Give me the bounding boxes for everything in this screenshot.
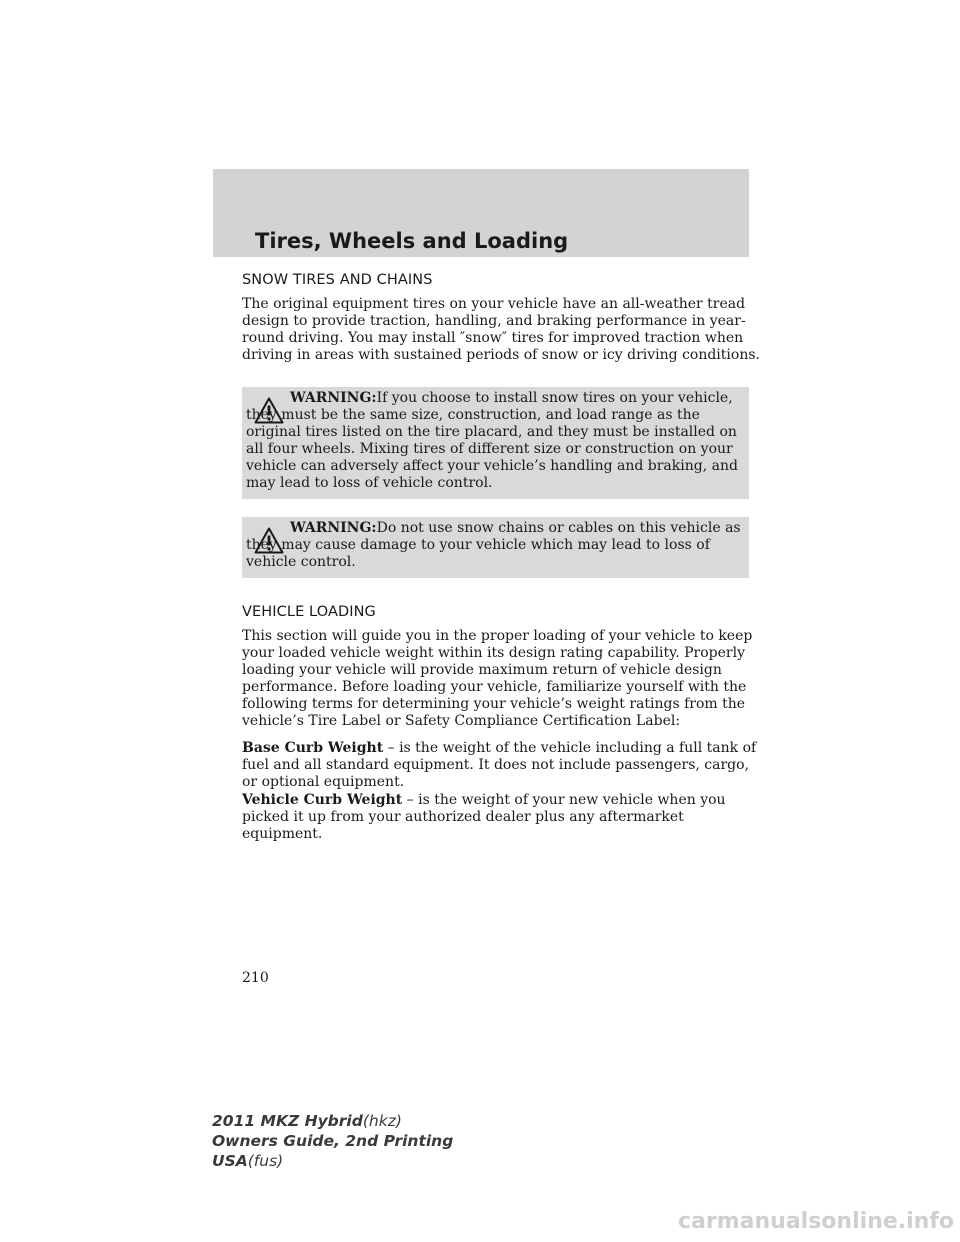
warning-label: WARNING:: [290, 520, 377, 536]
paragraph-vehicle-loading: This section will guide you in the proper loading of your vehicle to keep your loaded vehicle weight within its design rating capability. Properly loading your vehicle will provide maximum return of vehicle design performance. Before loading your vehicle, familiarize yourself with the following terms for determining your vehicle’s weight ratings from the vehicle’s Tire Label or Safety Compliance Certification Label:: [242, 628, 753, 729]
warning-box-1: [242, 387, 749, 499]
heading-vehicle-loading: VEHICLE LOADING: [242, 604, 376, 620]
footer-code: (fus): [247, 1152, 284, 1170]
footer-text: Owners Guide, 2nd Printing: [212, 1132, 454, 1150]
warning-text-2: [246, 520, 751, 571]
footer-line: [212, 1151, 453, 1171]
section-header-band: [213, 169, 749, 257]
term-label: Base Curb Weight: [242, 740, 384, 756]
footer-line: [212, 1131, 453, 1151]
footer-code: (hkz): [362, 1112, 402, 1130]
warning-label: WARNING:: [290, 390, 377, 406]
footer-line: [212, 1111, 453, 1131]
heading-snow-tires: SNOW TIRES AND CHAINS: [242, 272, 433, 288]
warning-body: Do not use snow chains or cables on this vehicle as they may cause damage to your vehicle which may lead to loss of vehicle control.: [246, 520, 741, 570]
section-title: Tires, Wheels and Loading: [255, 229, 569, 253]
warning-box-2: [242, 517, 749, 578]
warning-body: If you choose to install snow tires on your vehicle, they must be the same size, construction, and load range as the original tires listed on the tire placard, and they must be installed on all four wheels. Mixing tires of different size or construction on your vehicle can adversely affect your vehicle’s handling and braking, and may lead to loss of vehicle control.: [246, 390, 738, 491]
footer-text: 2011 MKZ Hybrid: [212, 1112, 363, 1130]
term-base-curb-weight: [242, 740, 762, 791]
term-definition: – is the weight of the vehicle including a full tank of fuel and all standard equipment. It does not include passengers, cargo, or optional equipment.: [242, 740, 757, 790]
footer-info: [212, 1111, 453, 1171]
term-vehicle-curb-weight: [242, 792, 762, 843]
warning-text-1: [246, 390, 751, 492]
page-number: 210: [242, 970, 269, 986]
term-definition: – is the weight of your new vehicle when you picked it up from your authorized dealer plus any aftermarket equipment.: [242, 792, 726, 842]
term-label: Vehicle Curb Weight: [242, 792, 403, 808]
paragraph-snow-tires: The original equipment tires on your vehicle have an all-weather tread design to provide traction, handling, and braking performance in year-round driving. You may install ″snow″ tires for improved traction when driving in areas with sustained periods of snow or icy driving conditions.: [242, 296, 760, 363]
watermark: carmanualsonline.info: [678, 1209, 954, 1234]
footer-text: USA: [212, 1152, 248, 1170]
